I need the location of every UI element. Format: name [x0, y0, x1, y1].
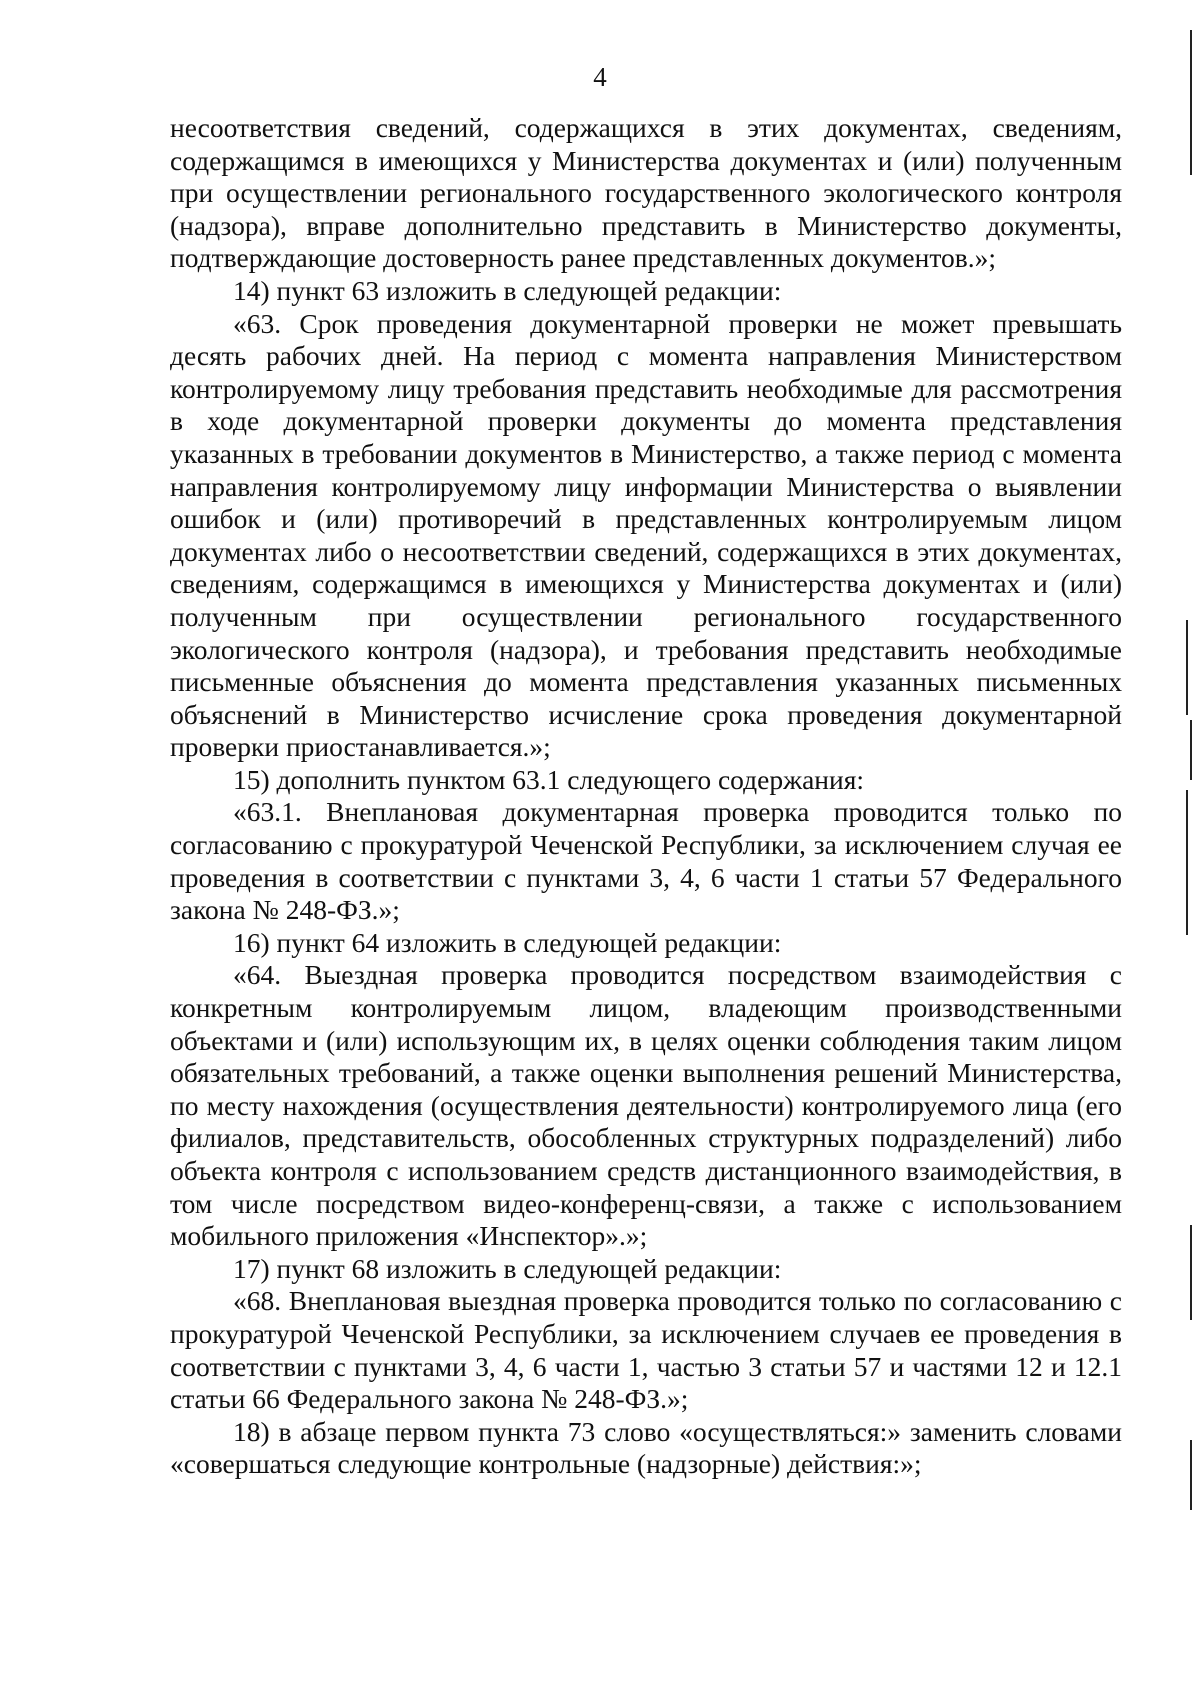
scan-edge-mark: [1190, 30, 1192, 175]
scan-edge-mark: [1190, 1225, 1192, 1320]
page-number: 4: [593, 62, 607, 92]
document-body: [170, 112, 1122, 1481]
paragraph-clause-63-1: «63.1. Внеплановая документарная проверка проводится только по согласованию с прокуратурой Чеченской Республики, за исключением случая ее проведения в соответствии с пунктами 3, 4, 6 части 1 статьи 57 Федерального закона № 248-ФЗ.»;: [170, 796, 1122, 926]
paragraph-item-16: 16) пункт 64 изложить в следующей редакции:: [233, 926, 782, 958]
paragraph-item-18: 18) в абзаце первом пункта 73 слово «осуществляться:» заменить словами «совершаться следующие контрольные (надзорные) действия:»;: [170, 1415, 1122, 1480]
paragraph-clause-68: «68. Внеплановая выездная проверка проводится только по согласованию с прокуратурой Чеченской Республики, за исключением случаев ее проведения в соответствии с пунктами 3, 4, 6 части 1, частью 3 статьи 57 и частями 12 и 12.1 статьи 66 Федерального закона № 248-ФЗ.»;: [170, 1285, 1122, 1415]
paragraph-item-17: 17) пункт 68 изложить в следующей редакции:: [233, 1252, 782, 1284]
paragraph-clause-63: «63. Срок проведения документарной проверки не может превышать десять рабочих дней. На период с момента направления Министерством контролируемому лицу требования представить необходимые для рассмотрения в ходе документарной проверки документы до момента представления указанных в требовании документов в Министерство, а также период с момента направления контролируемому лицу информации Министерства о выявлении ошибок и (или) противоречий в представленных контролируемым лицом документах либо о несоответствии сведений, содержащихся в этих документах, сведениям, содержащимся в имеющихся у Министерства документах и (или) полученным при осуществлении регионального государственного экологического контроля (надзора), и требования представить необходимые письменные объяснения до момента представления указанных письменных объяснений в Министерство исчисление срока проведения документарной проверки приостанавливается.»;: [170, 307, 1122, 763]
scan-edge-mark: [1190, 1440, 1192, 1510]
scan-edge-mark: [1190, 720, 1192, 780]
paragraph-item-15: 15) дополнить пунктом 63.1 следующего содержания:: [233, 763, 865, 795]
paragraph-clause-64: «64. Выездная проверка проводится посредством взаимодействия с конкретным контролируемым лицом, владеющим производственными объектами и (или) использующим их, в целях оценки соблюдения таким лицом обязательных требований, а также оценки выполнения решений Министерства, по месту нахождения (осуществления деятельности) контролируемого лица (его филиалов, представительств, обособленных структурных подразделений) либо объекта контроля с использованием средств дистанционного взаимодействия, в том числе посредством видео-конференц-связи, а также с использованием мобильного приложения «Инспектор».»;: [170, 959, 1122, 1252]
paragraph-item-14: 14) пункт 63 изложить в следующей редакции:: [233, 274, 782, 306]
paragraph-continuation: несоответствия сведений, содержащихся в этих документах, сведениям, содержащимся в имеющихся у Министерства документах и (или) полученным при осуществлении регионального государственного экологического контроля (надзора), вправе дополнительно представить в Министерство документы, подтверждающие достоверность ранее представленных документов.»;: [170, 112, 1122, 274]
scan-edge-mark: [1186, 790, 1188, 935]
scan-edge-mark: [1186, 620, 1188, 715]
